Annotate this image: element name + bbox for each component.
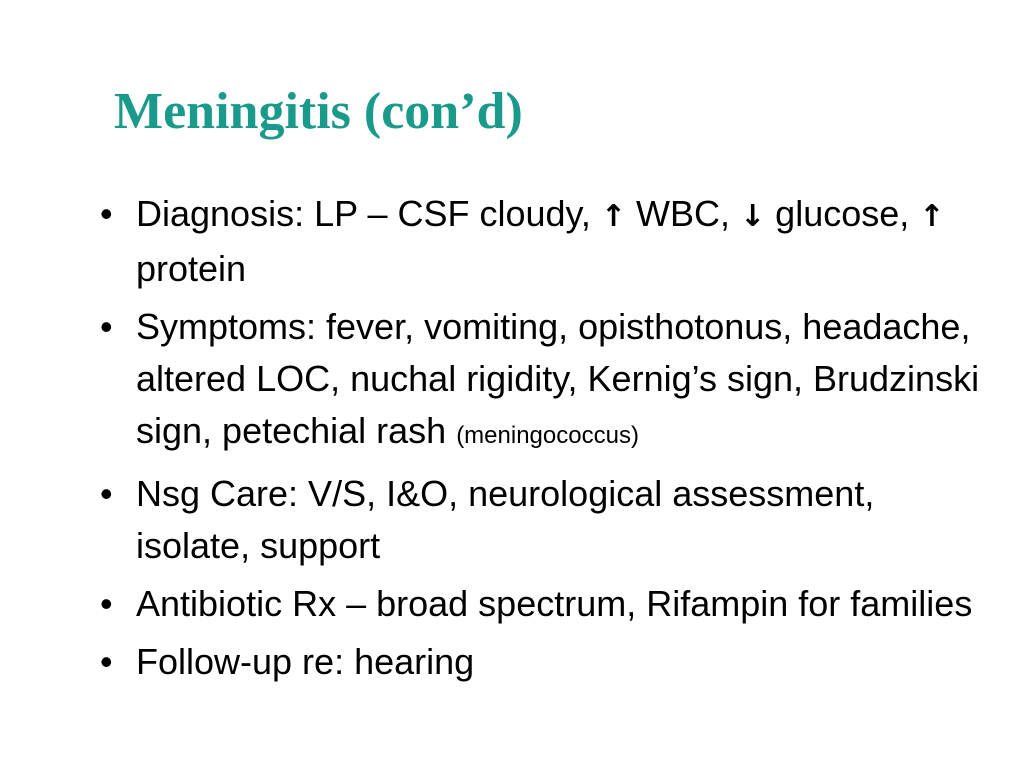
bullet-icon: • [100, 306, 113, 347]
arrow-up-icon: ↑ [600, 199, 627, 234]
follow-up-text: Follow-up re: hearing [136, 641, 475, 682]
bullet-icon: • [100, 193, 113, 234]
bullet-icon: • [100, 641, 113, 682]
symptoms-text: Symptoms: fever, vomiting, opisthotonus, headache, altered LOC, nuchal rigidity, Kernig’s sign, Brudzinski sign, petechial rash [136, 306, 980, 451]
diagnosis-text-1: Diagnosis: LP – CSF cloudy, [136, 193, 601, 234]
arrow-down-icon: ↓ [740, 199, 766, 234]
symptoms-note: (meningococcus) [456, 422, 639, 449]
bullet-item-antibiotic [100, 578, 980, 630]
slide-title: Meningitis (con’d) [114, 83, 523, 140]
bullet-item-symptoms [100, 301, 980, 462]
diagnosis-text-2: WBC, [626, 193, 741, 234]
diagnosis-text-3: glucose, [765, 193, 920, 234]
antibiotic-text: Antibiotic Rx – broad spectrum, Rifampin for families [136, 583, 973, 624]
bullet-item-nursing-care [100, 468, 980, 572]
bullet-item-follow-up [100, 636, 980, 688]
bullet-list [100, 188, 980, 694]
diagnosis-text-4: protein [136, 248, 247, 289]
arrow-up-icon: ↑ [919, 199, 945, 234]
bullet-icon: • [100, 473, 113, 514]
nursing-care-text: Nsg Care: V/S, I&O, neurological assessment, isolate, support [136, 473, 875, 566]
bullet-icon: • [100, 583, 113, 624]
bullet-item-diagnosis [100, 188, 980, 295]
